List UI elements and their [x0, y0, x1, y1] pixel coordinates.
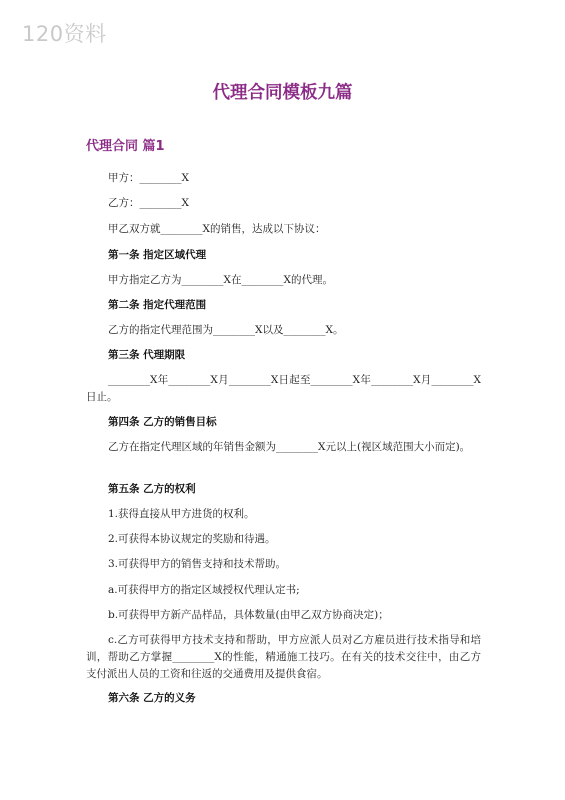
article-5-item-c: c.乙方可获得甲方技术支持和帮助，甲方应派人员对乙方雇员进行技术指导和培训，帮助乙方掌握________X的性能，精通施工技巧。在有关的技术交往中，由乙方支付派出人员的工资和往返的交通费用及提供食宿。	[86, 634, 481, 680]
article-3-text: ________X年________X月________X日起至________X年________X月________X日止。	[86, 374, 481, 403]
article-1-text: 甲方指定乙方为________X在________X的代理。	[108, 274, 333, 286]
article-5-item-3: 3.可获得甲方的销售支持和技术帮助。	[108, 558, 287, 570]
article-5-item-a: a.可获得甲方的指定区域授权代理认定书;	[108, 584, 300, 596]
article-3-heading: 第三条 代理期限	[108, 349, 186, 361]
article-5-item-b: b.可获得甲方新产品样品，具体数量(由甲乙双方协商决定)；	[108, 609, 389, 621]
article-5-item-1: 1.获得直接从甲方进货的权利。	[108, 508, 255, 520]
party-b-line: 乙方：________X	[108, 197, 189, 209]
section-title: 代理合同 篇1	[86, 139, 165, 154]
article-2-heading: 第二条 指定代理范围	[108, 299, 207, 311]
intro-line: 甲乙双方就________X的销售，达成以下协议：	[108, 223, 326, 235]
party-a-line: 甲方：________X	[108, 172, 189, 184]
watermark: 120资料	[22, 22, 107, 46]
article-5-item-2: 2.可获得本协议规定的奖励和待遇。	[108, 533, 276, 545]
document-title: 代理合同模板九篇	[212, 83, 353, 103]
article-2-text: 乙方的指定代理范围为________X以及________X。	[108, 324, 344, 336]
article-5-heading: 第五条 乙方的权利	[108, 483, 196, 495]
article-6-heading: 第六条 乙方的义务	[108, 692, 196, 704]
article-1-heading: 第一条 指定区域代理	[108, 249, 207, 261]
article-4-heading: 第四条 乙方的销售目标	[108, 416, 217, 428]
article-4-text: 乙方在指定代理区域的年销售金额为________X元以上(视区域范围大小而定)。	[108, 441, 471, 453]
